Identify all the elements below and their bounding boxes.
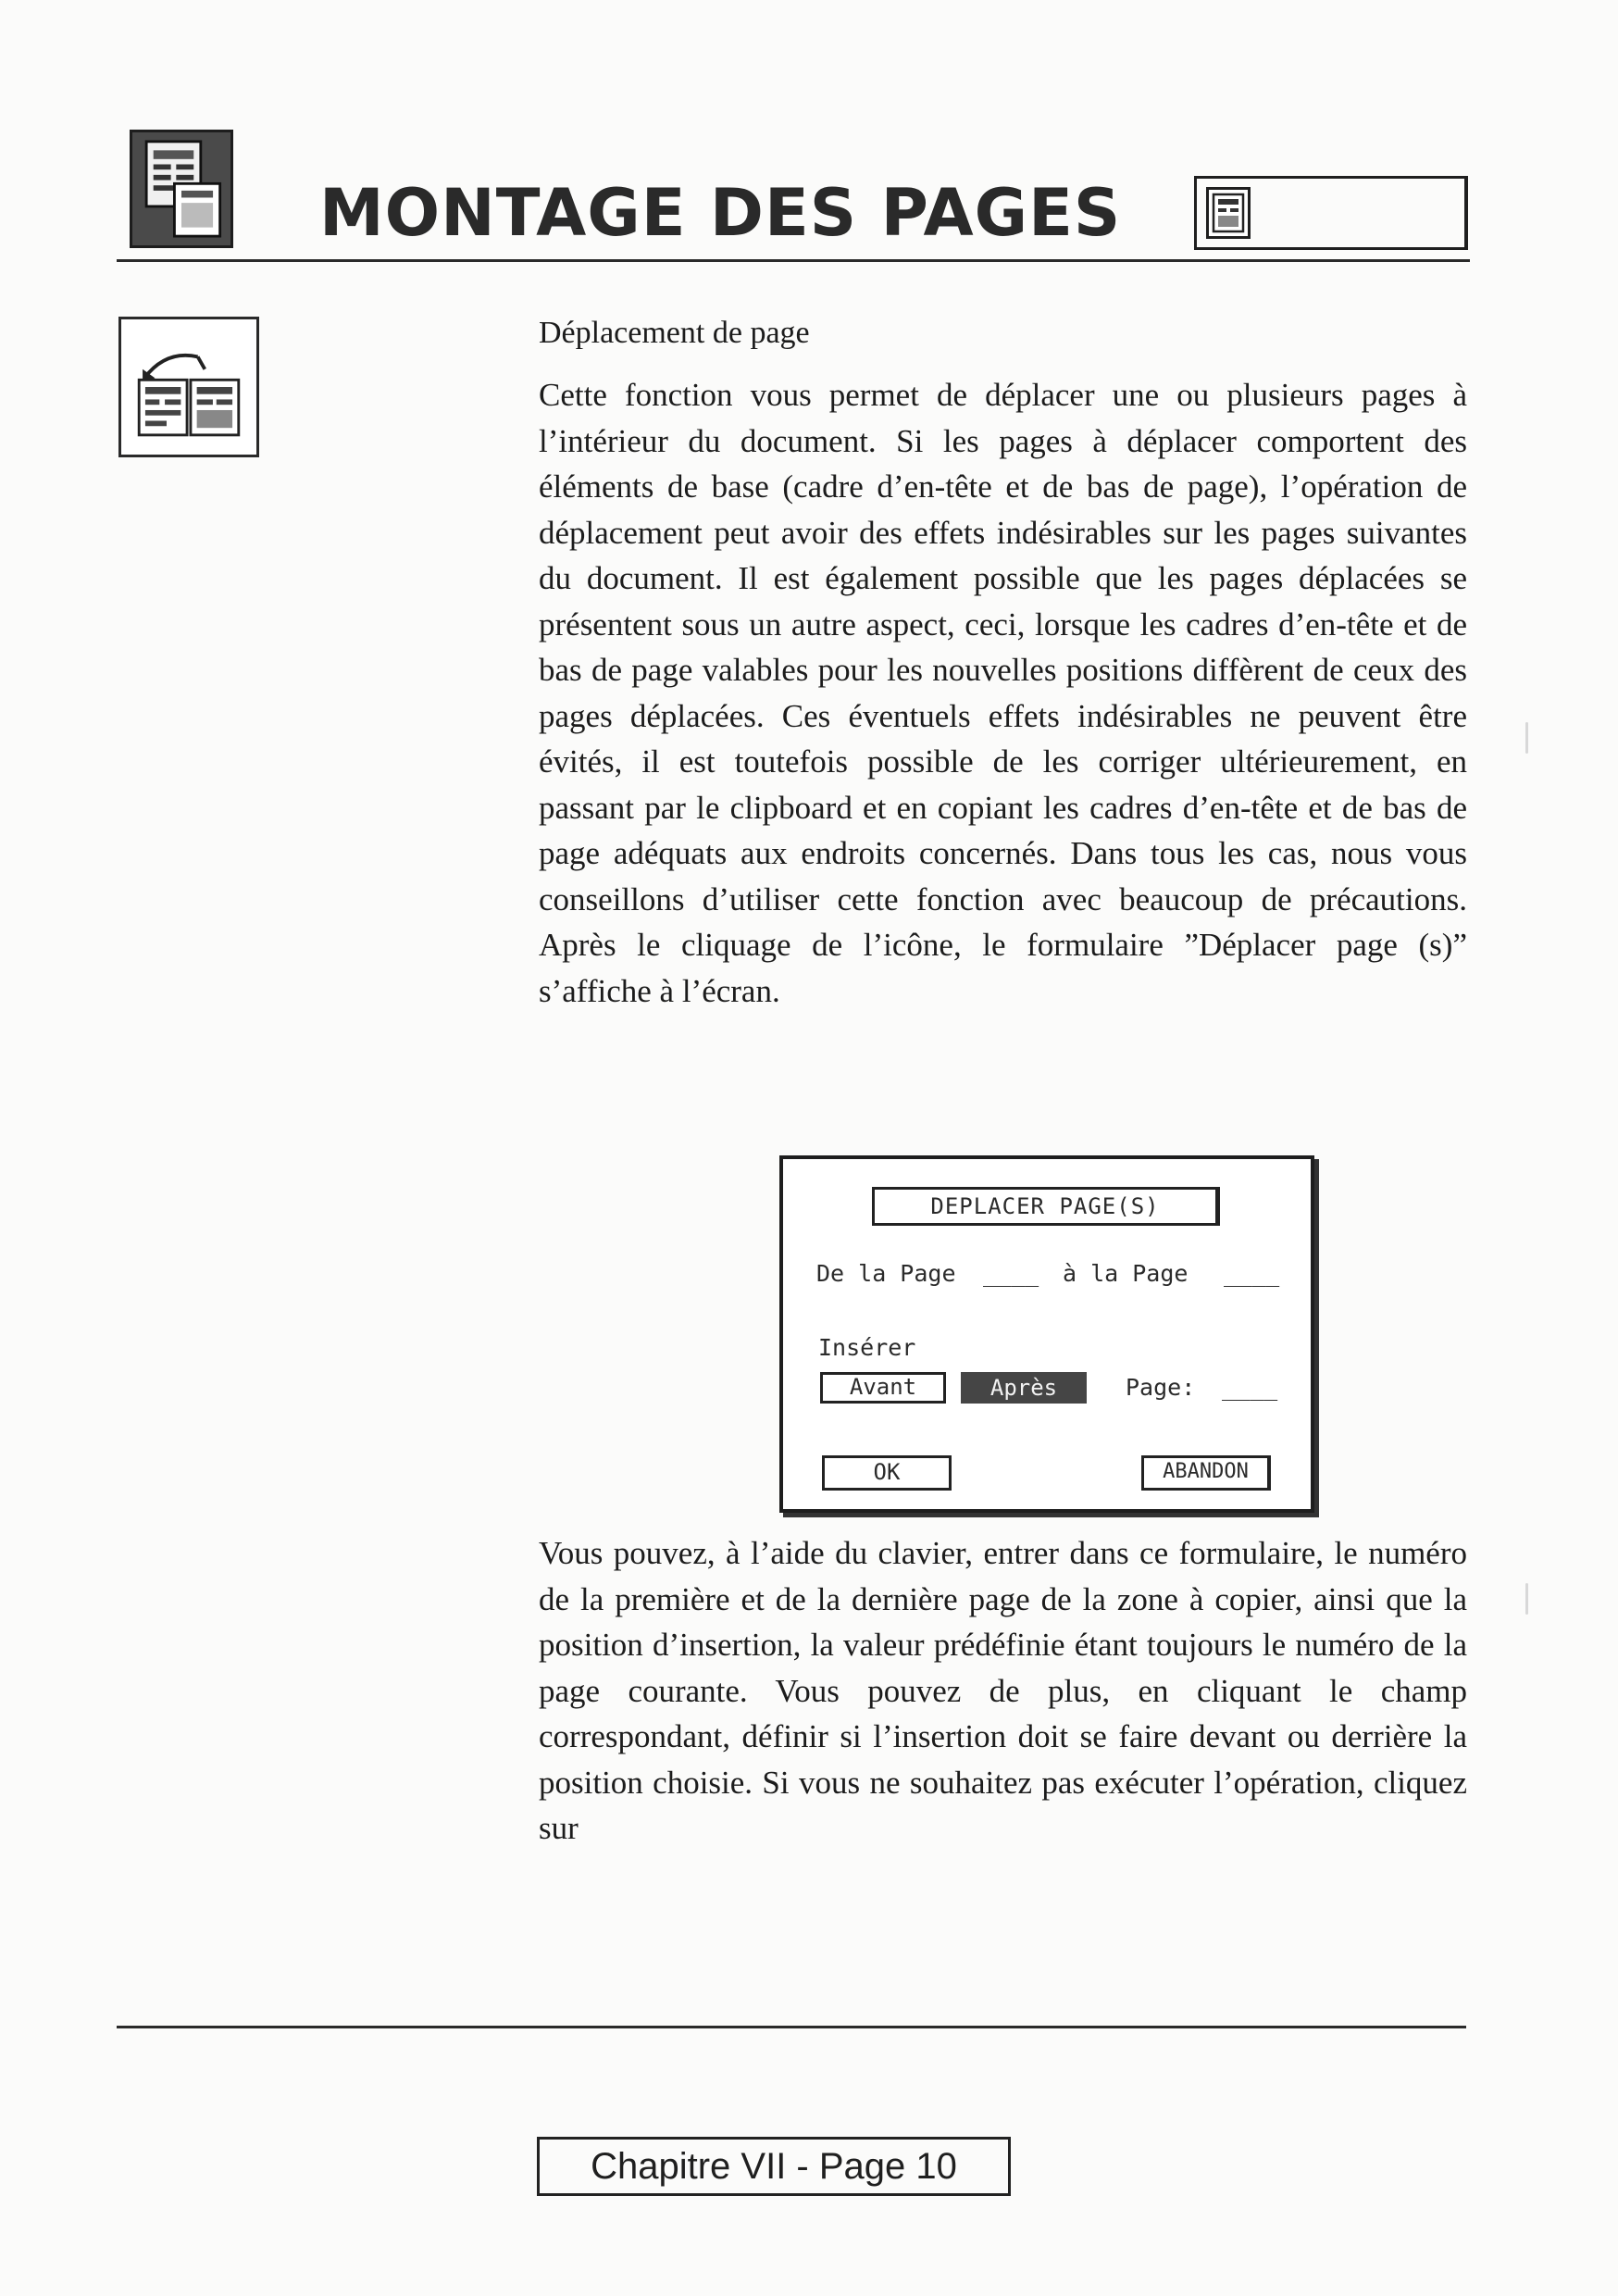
page-layout-icon	[130, 130, 233, 248]
insert-page-field[interactable]: ____	[1222, 1374, 1278, 1401]
body-paragraph: Cette fonction vous permet de déplacer une ou plusieurs pages à l’intérieur du document. Si les pages à déplacer comportent des éléments de base (cadre d’en-tête et de bas de page), l’opération de déplacement peut avoir des effets indésirables sur les pages suivantes du document. Il est également possible que les pages déplacées se présentent sous un autre aspect, ceci, lorsque les cadres d’en-tête et de bas de page valables pour les nouvelles positions diffèrent de ceux des pages déplacées. Ces éventuels effets indésirables ne peuvent être évités, il est toutefois possible de les corriger ultérieurement, en passant par le clipboard et en copiant les cadres d’en-tête et de bas de page adéquats aux endroits concernés. Dans tous les cas, nous vous conseillons d’utiliser cette fonction avec beaucoup de précautions. Après le cliquage de l’icône, le formulaire ”Déplacer page (s)” s’affiche à l’écran.	[539, 377, 1467, 1009]
page-icon	[1206, 187, 1251, 239]
to-page-field[interactable]: ____	[1224, 1260, 1280, 1287]
dialog-shadow	[1314, 1159, 1319, 1515]
body-paragraph: Vous pouvez, à l’aide du clavier, entrer dans ce formulaire, le numéro de la première et de la dernière page de la zone à copier, ainsi que la position d’insertion, la valeur prédéfinie étant toujours le numéro de la page courante. Vous pouvez de plus, en cliquant le champ correspondant, définir si l’insertion doit se faire devant ou derrière la position choisie. Si vous ne souhaitez pas exécuter l’opération, cliquez sur	[539, 1535, 1467, 1846]
scan-mark	[1525, 1583, 1528, 1615]
from-page-label: De la Page	[816, 1260, 956, 1287]
to-page-label: à la Page	[1063, 1260, 1189, 1287]
dialog-shadow	[783, 1513, 1319, 1517]
page-title: MONTAGE DES PAGES	[319, 175, 1122, 251]
dialog-title: DEPLACER PAGE(S)	[872, 1187, 1220, 1226]
move-pages-dialog	[779, 1155, 1314, 1513]
title-box	[1194, 176, 1468, 250]
scan-mark	[1525, 722, 1528, 754]
footer-divider	[117, 2026, 1466, 2028]
footer-label: Chapitre VII - Page 10	[591, 2146, 957, 2187]
insert-page-label: Page:	[1126, 1374, 1196, 1401]
before-option-button[interactable]: Avant	[820, 1372, 946, 1404]
after-option-button[interactable]: Après	[961, 1372, 1087, 1404]
move-page-icon	[118, 317, 259, 457]
page-footer	[537, 2137, 1011, 2196]
from-page-field[interactable]: ____	[983, 1260, 1039, 1287]
abandon-button[interactable]: ABANDON	[1141, 1455, 1271, 1491]
insert-label: Insérer	[818, 1334, 916, 1361]
ok-button[interactable]: OK	[822, 1455, 952, 1491]
section-heading: Déplacement de page	[539, 316, 810, 350]
header-divider	[117, 259, 1470, 262]
